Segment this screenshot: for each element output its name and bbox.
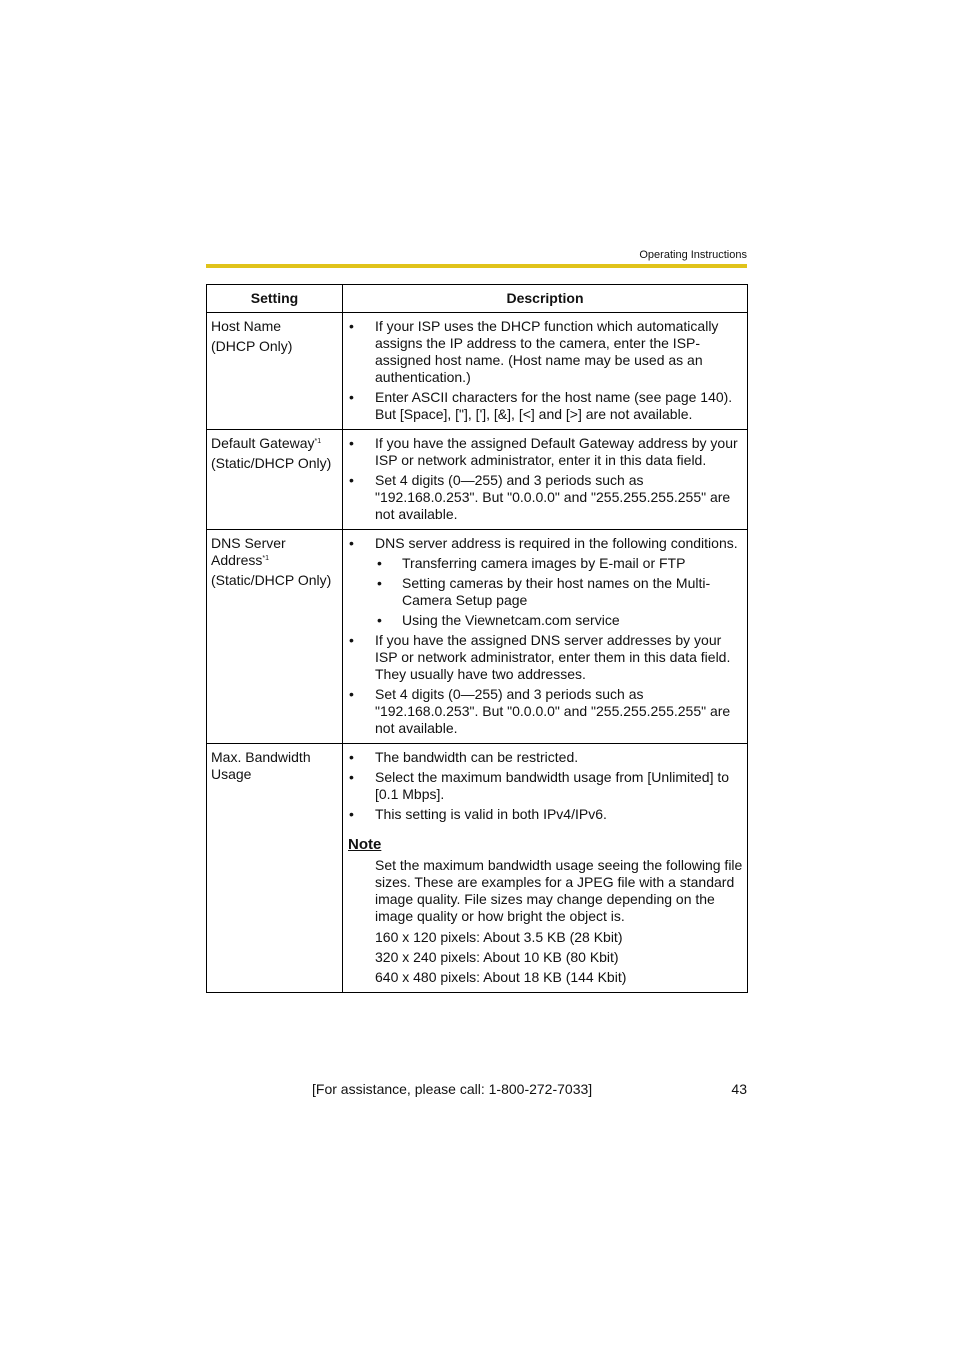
setting-name-text: Address bbox=[211, 552, 263, 568]
bullet-item: • This setting is valid in both IPv4/IPv6. bbox=[347, 806, 743, 823]
sub-bullet-item: • Transferring camera images by E-mail or FTP bbox=[375, 555, 743, 572]
footnote-marker: *1 bbox=[262, 555, 269, 562]
bullet-item: • Select the maximum bandwidth usage from [Unlimited] to [0.1 Mbps]. bbox=[347, 769, 743, 803]
bullet-item: • If your ISP uses the DHCP function which automatically assigns the IP address to the camera, enter the ISP-assigned host name. (Host name may be used as an authentication.) bbox=[347, 318, 743, 386]
table-row bbox=[207, 744, 748, 993]
sub-bullet-item: • Using the Viewnetcam.com service bbox=[375, 612, 743, 629]
setting-cell bbox=[207, 530, 343, 744]
setting-name bbox=[211, 535, 338, 569]
setting-cell bbox=[207, 744, 343, 993]
note-file-size-line: 160 x 120 pixels: About 3.5 KB (28 Kbit) bbox=[375, 929, 623, 945]
bullet-item: • Set 4 digits (0—255) and 3 periods such as "192.168.0.253". But "0.0.0.0" and "255.255.255.255" are not available. bbox=[347, 472, 743, 523]
bullet-item: • If you have the assigned DNS server addresses by your ISP or network administrator, enter them in this data field. They usually have two addresses. bbox=[347, 632, 743, 683]
bullet-list bbox=[347, 435, 743, 523]
footer-assistance-text: [For assistance, please call: 1-800-272-7033] bbox=[312, 1081, 593, 1097]
setting-cell bbox=[207, 313, 343, 430]
setting-name: Host Name bbox=[211, 318, 282, 334]
description-cell bbox=[343, 744, 748, 993]
column-header-description: Description bbox=[343, 285, 748, 313]
bullet-item: • If you have the assigned Default Gateway address by your ISP or network administrator, enter it in this data field. bbox=[347, 435, 743, 469]
sub-bullet-list bbox=[375, 555, 743, 629]
setting-name-line-2 bbox=[211, 552, 338, 569]
bullet-list bbox=[347, 749, 743, 823]
footnote-marker: *1 bbox=[314, 438, 322, 445]
setting-mode: (DHCP Only) bbox=[211, 338, 293, 354]
description-cell bbox=[343, 313, 748, 430]
description-cell bbox=[343, 530, 748, 744]
table-row bbox=[207, 313, 748, 430]
settings-table bbox=[206, 284, 748, 993]
column-header-setting: Setting bbox=[207, 285, 343, 313]
setting-name: Max. Bandwidth Usage bbox=[211, 749, 311, 782]
table-header-row bbox=[207, 285, 748, 313]
header-label: Operating Instructions bbox=[639, 249, 747, 261]
setting-name-text: Default Gateway bbox=[211, 435, 315, 451]
bullet-text: DNS server address is required in the following conditions. bbox=[375, 535, 738, 551]
note-file-size-line: 640 x 480 pixels: About 18 KB (144 Kbit) bbox=[375, 969, 627, 985]
description-cell bbox=[343, 430, 748, 530]
setting-name-text: DNS Server bbox=[211, 535, 286, 551]
note-file-size-line: 320 x 240 pixels: About 10 KB (80 Kbit) bbox=[375, 949, 619, 965]
header-accent-bar bbox=[206, 264, 747, 268]
page-number: 43 bbox=[731, 1081, 747, 1097]
table-row bbox=[207, 430, 748, 530]
bullet-item: • The bandwidth can be restricted. bbox=[347, 749, 743, 766]
table-row bbox=[207, 530, 748, 744]
setting-mode: (Static/DHCP Only) bbox=[211, 572, 332, 588]
bullet-item: • Set 4 digits (0—255) and 3 periods such as "192.168.0.253". But "0.0.0.0" and "255.255.255.255" are not available. bbox=[347, 686, 743, 737]
setting-name bbox=[211, 435, 338, 452]
sub-bullet-item: • Setting cameras by their host names on the Multi-Camera Setup page bbox=[375, 575, 743, 609]
setting-mode: (Static/DHCP Only) bbox=[211, 455, 332, 471]
bullet-item: • Enter ASCII characters for the host name (see page 140). But [Space], ["], ['], [&], [<] and [>] are not available. bbox=[347, 389, 743, 423]
bullet-list bbox=[347, 318, 743, 423]
setting-cell bbox=[207, 430, 343, 530]
bullet-item bbox=[347, 535, 743, 629]
note-heading: Note bbox=[348, 836, 382, 853]
bullet-list bbox=[347, 535, 743, 737]
note-text: Set the maximum bandwidth usage seeing the following file sizes. These are examples for a JPEG file with a standard image quality. File sizes may change depending on the image quality or how bright the object is. bbox=[375, 857, 743, 924]
